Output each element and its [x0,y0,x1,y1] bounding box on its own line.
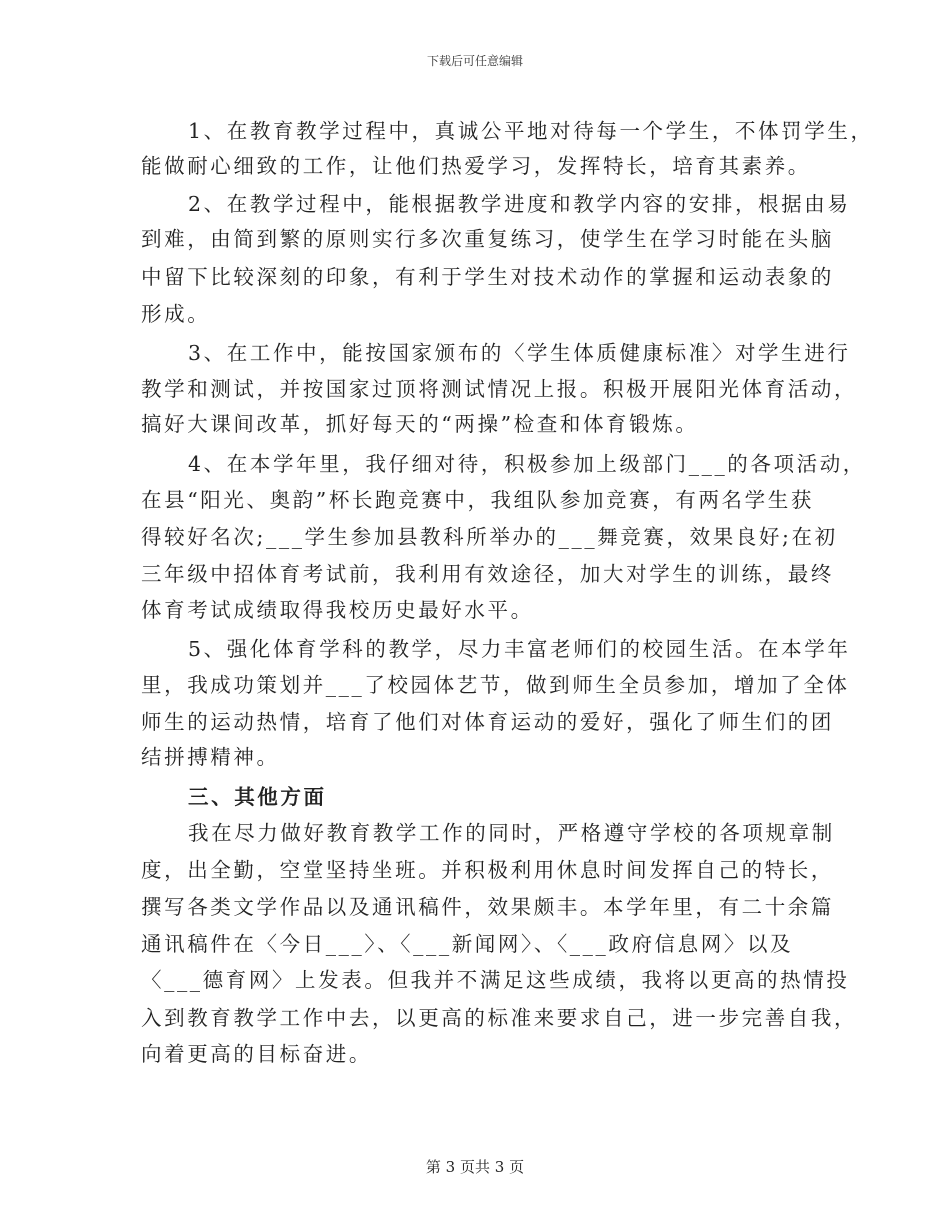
text-line: 体育考试成绩取得我校历史最好水平。 [141,598,534,622]
text-line: 结拼搏精神。 [141,745,280,769]
text-line: 我在尽力做好教育教学工作的同时，严格遵守学校的各项规章制 [188,821,835,845]
text-line: 到难，由简到繁的原则实行多次重复练习，使学生在学习时能在头脑 [141,227,834,251]
text-line: 形成。 [141,302,211,326]
text-line: 能做耐心细致的工作，让他们热爱学习，发挥特长，培育其素养。 [141,154,811,178]
text-line: 教学和测试，并按国家过顶将测试情况上报。积极开展阳光体育活动， [141,377,858,401]
page-header: 下载后可任意编辑 [426,54,523,68]
text-line: 搞好大课间改革，抓好每天的“两操”检查和体育锻炼。 [141,412,699,436]
section-heading: 三、其他方面 [188,785,327,809]
page-footer: 第 3 页共 3 页 [425,1158,525,1176]
text-line: 2、在教学过程中，能根据教学进度和教学内容的安排，根据由易 [188,192,851,216]
text-line: 师生的运动热情，培育了他们对体育运动的爱好，强化了师生们的团 [141,710,834,734]
text-line: 4、在本学年里，我仔细对待，积极参加上级部门___的各项活动， [188,452,866,476]
text-line: 1、在教育教学过程中，真诚公平地对待每一个学生，不体罚学生， [188,119,874,143]
text-line: 三年级中招体育考试前，我利用有效途径，加大对学生的训练，最终 [141,562,834,586]
text-line: 入到教育教学工作中去，以更高的标准来要求自己，进一步完善自我， [141,1006,858,1030]
text-line: 5、强化体育学科的教学，尽力丰富老师们的校园生活。在本学年 [188,637,851,661]
text-line: 里，我成功策划并___了校园体艺节，做到师生全员参加，增加了全体 [141,673,850,697]
text-line: 在县“阳光、奥韵”杯长跑竞赛中，我组队参加竞赛，有两名学生获 [141,488,814,512]
text-line: 向着更高的目标奋进。 [141,1042,372,1066]
text-line: 3、在工作中，能按国家颁布的〈学生体质健康标准〉对学生进行 [188,341,851,365]
text-line: 〈___德育网〉上发表。但我并不满足这些成绩，我将以更高的热情投 [141,968,850,992]
text-line: 中留下比较深刻的印象，有利于学生对技术动作的掌握和运动表象的 [141,265,834,289]
text-line: 撰写各类文学作品以及通讯稿件，效果颇丰。本学年里，有二十余篇 [141,895,834,919]
text-line: 得较好名次;___学生参加县教科所举办的___舞竞赛，效果良好;在初 [141,525,838,549]
text-line: 度，出全勤，空堂坚持坐班。并积极利用休息时间发挥自己的特长， [141,858,834,882]
text-line: 通讯稿件在〈今日___〉、〈___新闻网〉、〈___政府信息网〉以及 [141,932,794,956]
